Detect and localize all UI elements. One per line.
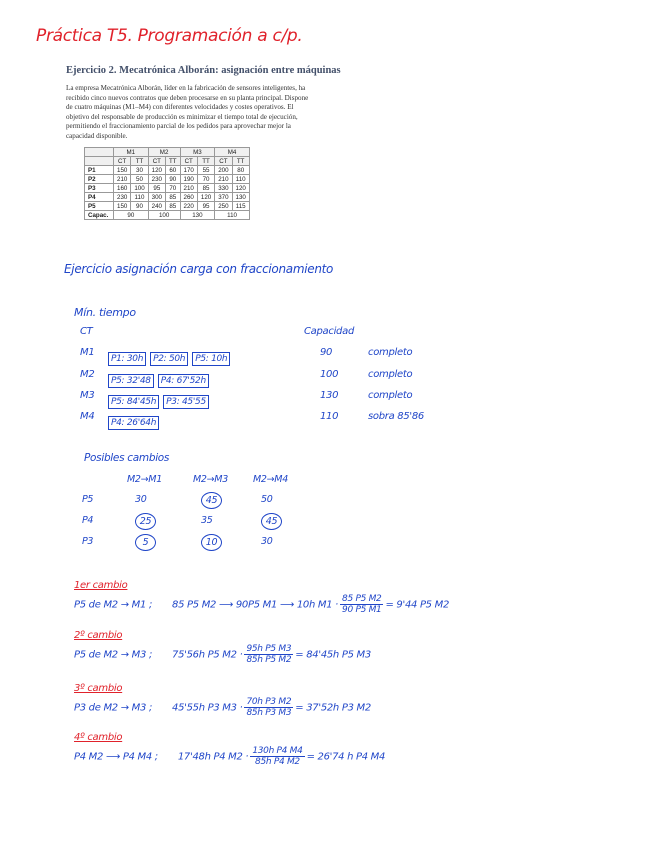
step-equation xyxy=(74,746,385,767)
assignment-box: P5: 84'45h xyxy=(108,395,159,409)
machine-table xyxy=(84,147,250,220)
capacity-cell: 130 xyxy=(180,211,215,220)
machine-assignments xyxy=(108,389,213,409)
table-cell: 80 xyxy=(232,166,249,175)
machine-header: M3 xyxy=(180,148,215,157)
table-cell: 100 xyxy=(131,184,148,193)
machine-assignments xyxy=(108,410,163,430)
machine-capacity: 90 xyxy=(320,347,333,358)
table-cell: 85 xyxy=(165,193,180,202)
machine-header: M4 xyxy=(215,148,250,157)
circled-value: 45 xyxy=(261,513,282,530)
fraction-numerator: 70h P3 M2 xyxy=(246,697,292,707)
page-title: Práctica T5. Programación a c/p. xyxy=(36,26,303,46)
change-col-header: M2→M3 xyxy=(193,474,228,485)
min-time-label: Mín. tiempo xyxy=(74,306,136,319)
change-col-header: M2→M4 xyxy=(253,474,288,485)
step-equation xyxy=(74,644,371,665)
table-cell: 220 xyxy=(180,202,197,211)
step-mid: 85 P5 M2 ⟶ 90P5 M1 ⟶ 10h M1 · xyxy=(172,599,339,611)
step-result: = 9'44 P5 M2 xyxy=(385,599,450,611)
machine-capacity: 130 xyxy=(320,390,339,401)
fraction-denominator: 90 P5 M1 xyxy=(342,605,382,615)
step-lhs: P5 de M2 → M3 ; xyxy=(74,649,153,661)
table-cell: 240 xyxy=(148,202,165,211)
step-label: 1er cambio xyxy=(74,580,128,591)
row-label: P4 xyxy=(85,193,114,202)
table-row xyxy=(85,193,250,202)
change-row-label: P3 xyxy=(82,536,94,547)
table-cell: 95 xyxy=(148,184,165,193)
capacity-label: Capacidad xyxy=(304,326,354,337)
table-cell: 210 xyxy=(215,175,232,184)
row-label: P3 xyxy=(85,184,114,193)
table-cell: 230 xyxy=(114,193,131,202)
row-label: P2 xyxy=(85,175,114,184)
change-value: 35 xyxy=(201,515,213,526)
machine-state: completo xyxy=(368,347,413,358)
table-cell: 190 xyxy=(180,175,197,184)
assignment-box: P5: 32'48 xyxy=(108,374,154,388)
assignment-box: P5: 10h xyxy=(192,352,230,366)
step-fraction xyxy=(250,746,304,767)
table-cell: 260 xyxy=(180,193,197,202)
table-cell: 30 xyxy=(131,166,148,175)
assignment-box: P4: 26'64h xyxy=(108,416,159,430)
table-cell: 370 xyxy=(215,193,232,202)
subheader-cell: TT xyxy=(131,157,148,166)
step-label: 4º cambio xyxy=(74,732,123,743)
machine-assignments xyxy=(108,346,234,366)
table-cell: 330 xyxy=(215,184,232,193)
fraction-denominator: 85h P5 M2 xyxy=(246,655,292,665)
capacity-cell: 100 xyxy=(148,211,180,220)
table-row xyxy=(85,184,250,193)
step-equation xyxy=(74,697,371,718)
exercise-title: Ejercicio 2. Mecatrónica Alborán: asignación entre máquinas xyxy=(66,65,341,76)
subheader-cell: CT xyxy=(148,157,165,166)
row-label: P1 xyxy=(85,166,114,175)
change-col-header: M2→M1 xyxy=(127,474,162,485)
table-cell: 70 xyxy=(197,175,214,184)
step-fraction xyxy=(244,697,293,718)
machine-state: completo xyxy=(368,390,413,401)
fraction-numerator: 130h P4 M4 xyxy=(252,746,303,756)
capacity-row xyxy=(85,211,250,220)
step-fraction xyxy=(244,644,293,665)
assignment-box: P4: 67'52h xyxy=(158,374,209,388)
subheader-cell: TT xyxy=(165,157,180,166)
step-result: = 26'74 h P4 M4 xyxy=(306,751,386,763)
table-cell: 110 xyxy=(131,193,148,202)
table-cell: 170 xyxy=(180,166,197,175)
table-cell: 210 xyxy=(180,184,197,193)
subheader-cell: CT xyxy=(215,157,232,166)
table-cell: 60 xyxy=(165,166,180,175)
table-cell: 95 xyxy=(197,202,214,211)
changes-heading: Posibles cambios xyxy=(84,452,170,464)
table-row xyxy=(85,166,250,175)
machine-name: M3 xyxy=(80,390,95,401)
machine-state: sobra 85'86 xyxy=(368,411,424,422)
subheader-cell: CT xyxy=(114,157,131,166)
machine-name: M2 xyxy=(80,369,95,380)
exercise-intro: La empresa Mecatrónica Alborán, líder en la fabricación de sensores inteligentes, ha recibido cinco nuevos contratos que deben procesarse en su planta principal. Dispone de cuatro máquinas (M1–M4) con diferentes velocidades y costes operativos. El objetivo del responsable de producción es minimizar el tiempo total de ejecución, permitiendo el fraccionamiento parcial de los pedidos para aprovechar mejor la capacidad disponible. xyxy=(66,84,309,140)
assignment-box: P1: 30h xyxy=(108,352,146,366)
table-cell: 160 xyxy=(114,184,131,193)
table-cell: 230 xyxy=(148,175,165,184)
step-fraction xyxy=(340,594,383,615)
step-label: 3º cambio xyxy=(74,683,123,694)
table-cell: 110 xyxy=(232,175,249,184)
step-lhs: P3 de M2 → M3 ; xyxy=(74,702,153,714)
step-equation xyxy=(74,594,449,615)
circled-value: 45 xyxy=(201,492,222,509)
corner-cell xyxy=(85,148,114,157)
subheader-cell: TT xyxy=(197,157,214,166)
machine-header: M2 xyxy=(148,148,180,157)
machine-state: completo xyxy=(368,369,413,380)
machine-name: M4 xyxy=(80,411,95,422)
step-lhs: P4 M2 ⟶ P4 M4 ; xyxy=(74,751,158,763)
fraction-numerator: 95h P5 M3 xyxy=(246,644,292,654)
step-result: = 84'45h P5 M3 xyxy=(295,649,371,661)
table-cell: 55 xyxy=(197,166,214,175)
change-value: 30 xyxy=(261,536,273,547)
table-cell: 150 xyxy=(114,166,131,175)
table-cell: 120 xyxy=(197,193,214,202)
subheader-row xyxy=(85,157,250,166)
change-value: 30 xyxy=(135,494,147,505)
machine-name: M1 xyxy=(80,347,95,358)
row-label: Capac. xyxy=(85,211,114,220)
table-cell: 150 xyxy=(114,202,131,211)
machine-header-row xyxy=(85,148,250,157)
machine-capacity: 100 xyxy=(320,369,339,380)
table-row xyxy=(85,202,250,211)
table-cell: 300 xyxy=(148,193,165,202)
ct-label: CT xyxy=(80,326,93,337)
circled-value: 10 xyxy=(201,534,222,551)
machine-assignments xyxy=(108,368,213,388)
table-cell: 130 xyxy=(232,193,249,202)
notes-heading: Ejercicio asignación carga con fraccionamiento xyxy=(64,262,334,276)
table-cell: 85 xyxy=(165,202,180,211)
fraction-denominator: 85h P4 M2 xyxy=(255,757,300,767)
machine-capacity: 110 xyxy=(320,411,339,422)
assignment-box: P3: 45'55 xyxy=(163,395,209,409)
subheader-cell: CT xyxy=(180,157,197,166)
change-row-label: P4 xyxy=(82,515,94,526)
table-cell: 90 xyxy=(131,202,148,211)
assignment-box: P2: 50h xyxy=(150,352,188,366)
table-row xyxy=(85,175,250,184)
circled-value: 5 xyxy=(135,534,156,551)
subheader-cell: TT xyxy=(232,157,249,166)
step-mid: 45'55h P3 M3 · xyxy=(172,702,243,714)
table-cell: 70 xyxy=(165,184,180,193)
change-row-label: P5 xyxy=(82,494,94,505)
table-cell: 50 xyxy=(131,175,148,184)
capacity-cell: 110 xyxy=(215,211,250,220)
table-cell: 120 xyxy=(148,166,165,175)
table-cell: 120 xyxy=(232,184,249,193)
circled-value: 25 xyxy=(135,513,156,530)
table-cell: 90 xyxy=(165,175,180,184)
step-label: 2º cambio xyxy=(74,630,123,641)
step-mid: 75'56h P5 M2 · xyxy=(172,649,243,661)
table-cell: 85 xyxy=(197,184,214,193)
table-cell: 250 xyxy=(215,202,232,211)
machine-header: M1 xyxy=(114,148,149,157)
corner-cell xyxy=(85,157,114,166)
table-cell: 200 xyxy=(215,166,232,175)
change-value: 50 xyxy=(261,494,273,505)
fraction-denominator: 85h P3 M3 xyxy=(246,708,292,718)
step-lhs: P5 de M2 → M1 ; xyxy=(74,599,153,611)
capacity-cell: 90 xyxy=(114,211,149,220)
row-label: P5 xyxy=(85,202,114,211)
step-result: = 37'52h P3 M2 xyxy=(295,702,371,714)
fraction-numerator: 85 P5 M2 xyxy=(342,594,382,604)
table-cell: 210 xyxy=(114,175,131,184)
table-cell: 115 xyxy=(232,202,249,211)
step-mid: 17'48h P4 M2 · xyxy=(177,751,249,763)
